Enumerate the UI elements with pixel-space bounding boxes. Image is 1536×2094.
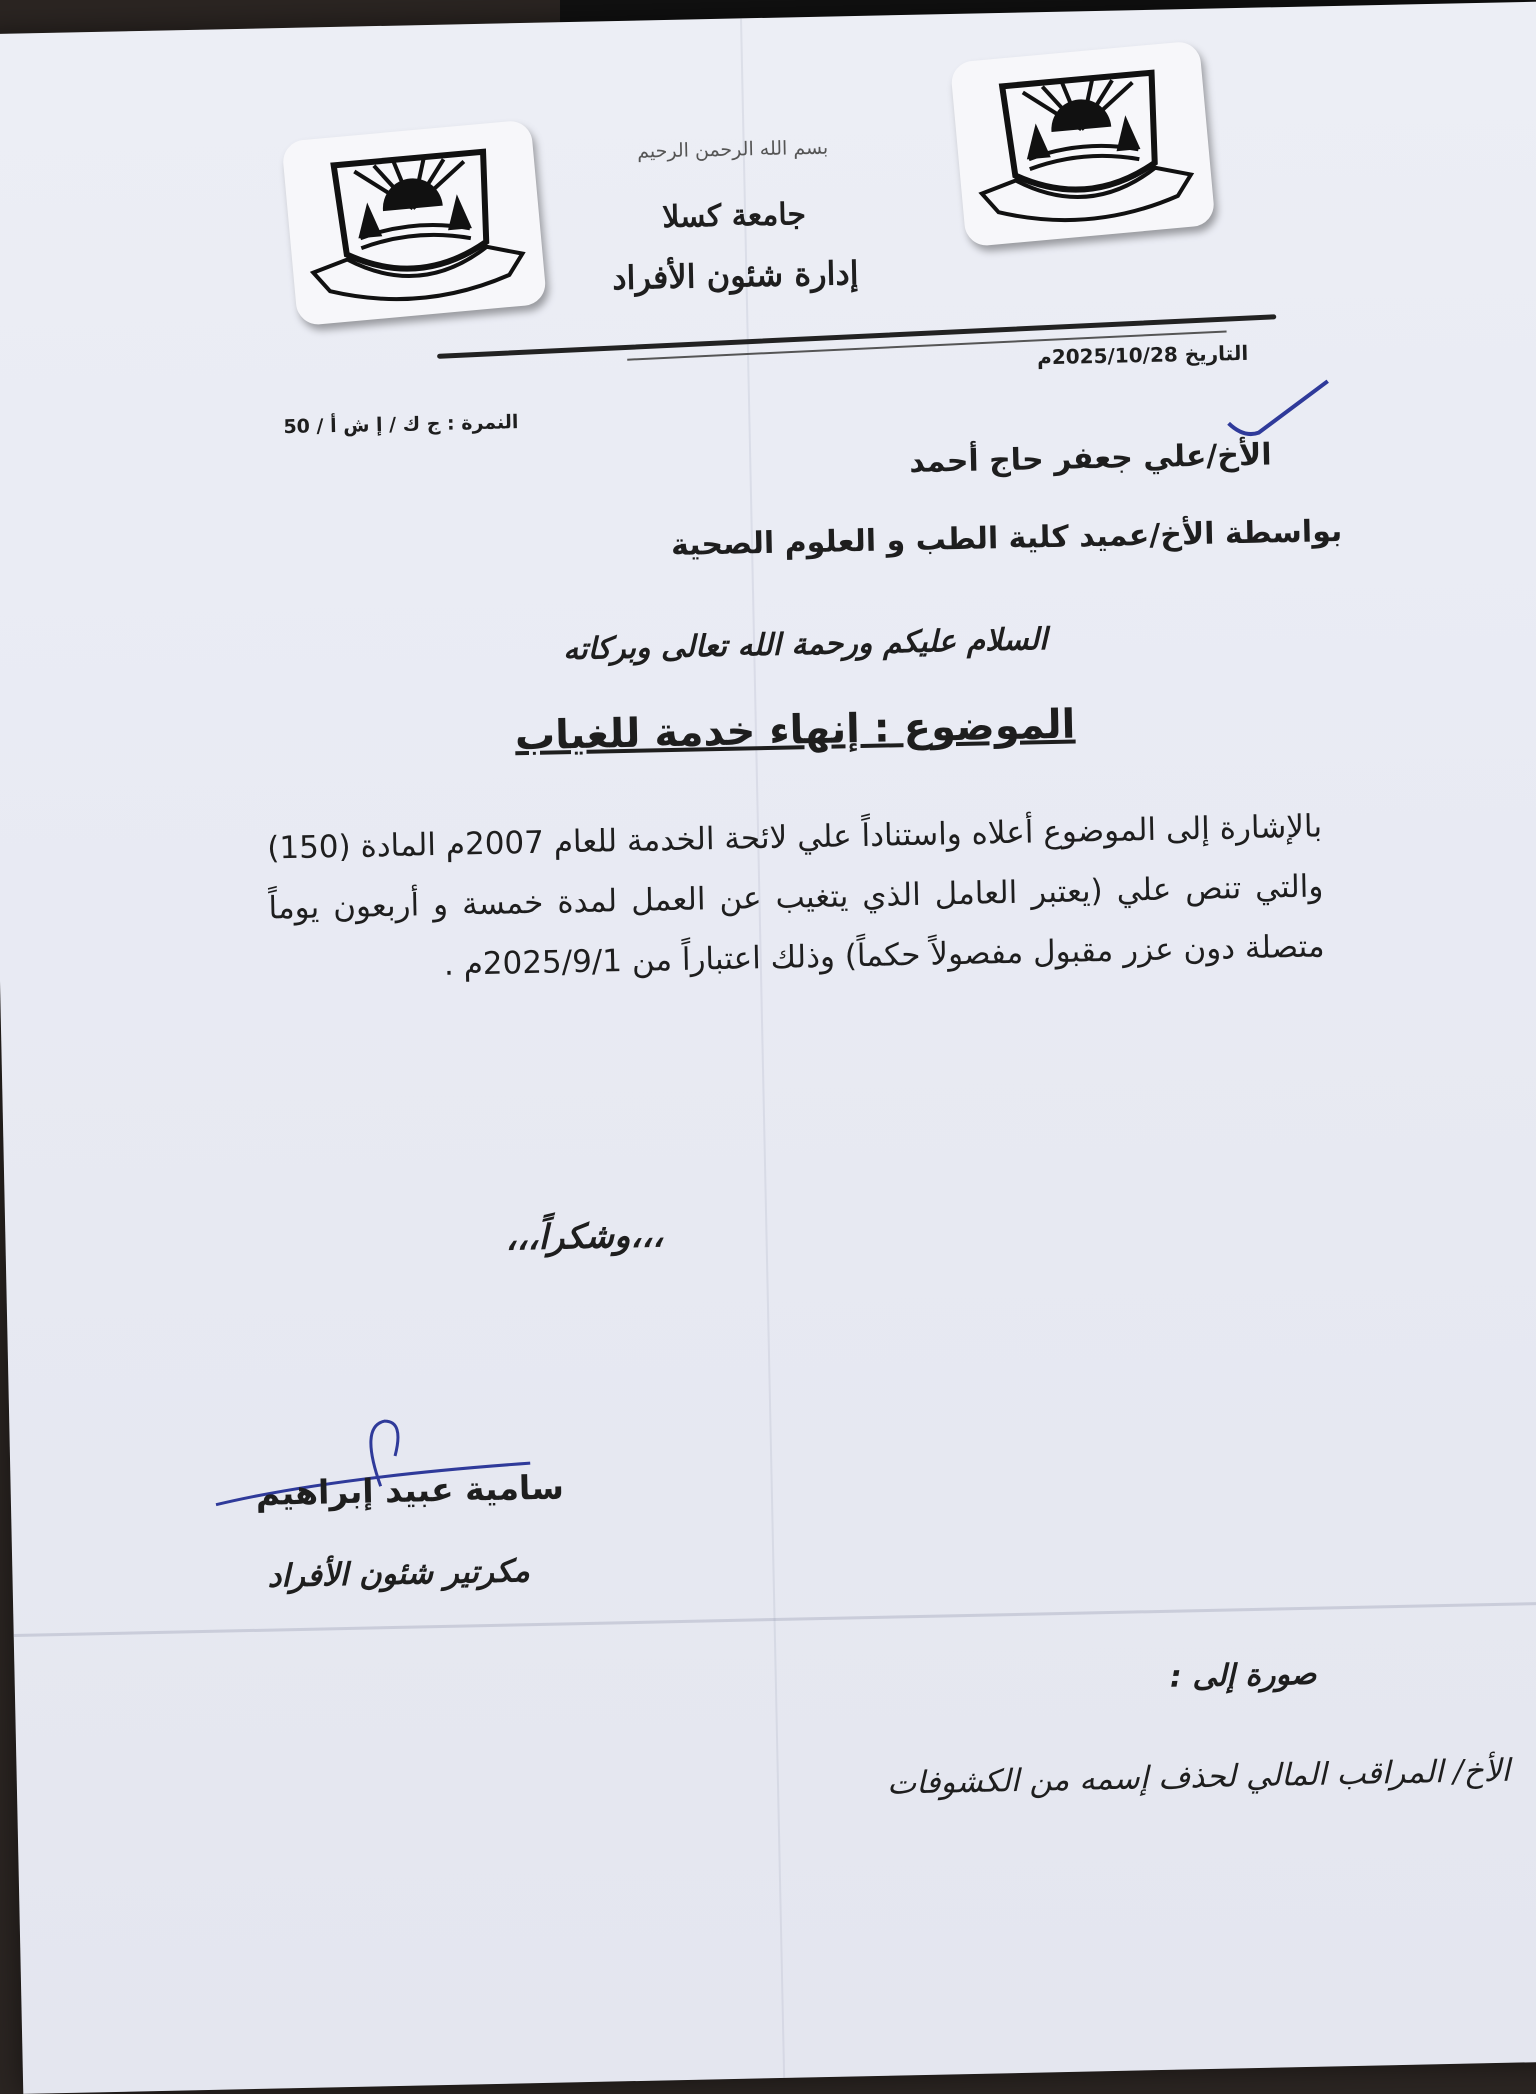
- university-name: جامعة كسلا: [661, 197, 807, 236]
- copy-to-recipient: الأخ/ المراقب المالي لحذف إسمه من الكشوفات: [886, 1752, 1511, 1802]
- university-emblem-icon: [960, 49, 1204, 239]
- university-emblem-icon: [292, 128, 536, 318]
- letter-body: بالإشارة إلى الموضوع أعلاه واستناداً علي لائحة الخدمة للعام 2007م المادة (150) والتي تنص علي (يعتبر العامل الذي يتغيب عن العمل لمدة خمسة و أربعون يوماً متصلة دون عزر مقبول مفصولاً حكماً) وذلك اعتباراً من 2025/9/1م .: [266, 808, 1325, 983]
- department-name: إدارة شئون الأفراد: [611, 253, 859, 298]
- copy-to-label: صورة إلى :: [1169, 1656, 1317, 1695]
- signatory-name: سامية عبيد إبراهيم: [255, 1467, 565, 1513]
- greeting: السلام عليكم ورحمة الله تعالى وبركاته: [562, 622, 1048, 668]
- basmala: بسم الله الرحمن الرحيم: [637, 136, 829, 163]
- letter-subject: الموضوع : إنهاء خدمة للغياب: [514, 701, 1076, 760]
- recipient-name: الأخ/علي جعفر حاج أحمد: [908, 437, 1272, 480]
- signatory-title: مكرتير شئون الأفراد: [267, 1553, 531, 1595]
- reference-number: النمرة : ج ك / إ ش أ / 50: [283, 411, 519, 439]
- paper-fold-vertical: [740, 18, 785, 2078]
- university-logo-left: [281, 119, 547, 326]
- letter-page: [0, 2, 1536, 2094]
- university-logo-right: [950, 40, 1216, 247]
- recipient-via: بواسطة الأخ/عميد كلية الطب و العلوم الصحية: [670, 513, 1343, 563]
- closing-thanks: ،،،وشكراً،،،: [505, 1215, 664, 1259]
- letter-date: التاريخ 2025/10/28م: [1036, 340, 1249, 370]
